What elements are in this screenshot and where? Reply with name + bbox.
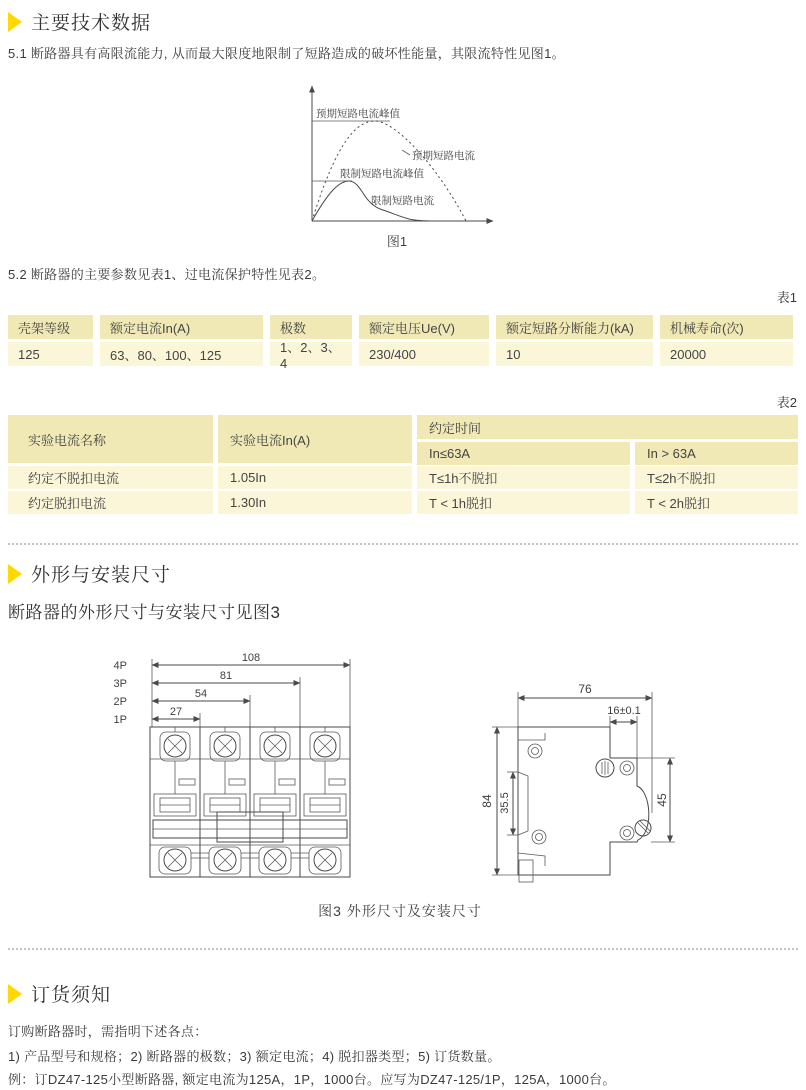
dim-label-54: 54 bbox=[194, 688, 208, 700]
table2-cell: T < 1h脱扣 bbox=[417, 491, 630, 514]
order-note-line2: 1) 产品型号和规格；2) 断路器的极数；3) 额定电流；4) 脱扣器类型；5) 订货数量。 bbox=[8, 1049, 501, 1064]
table1-header: 额定电流In(A) bbox=[100, 315, 263, 339]
pole-label: 2P bbox=[113, 696, 127, 708]
section-marker-icon bbox=[8, 12, 22, 32]
table1-cell: 125 bbox=[8, 342, 93, 366]
table2-cell: 约定不脱扣电流 bbox=[8, 466, 213, 489]
label-prospective: 预期短路电流 bbox=[412, 150, 475, 162]
figure3-dimension-drawing bbox=[95, 648, 715, 900]
side-view-dimensions bbox=[480, 682, 675, 875]
para-5-1: 5.1 断路器具有高限流能力, 从而最大限度地限制了短路造成的破坏性能量，其限流特性见图1。 bbox=[8, 46, 565, 61]
order-note-line1: 订购断路器时，需指明下述各点： bbox=[8, 1024, 208, 1039]
pole-label: 3P bbox=[113, 678, 127, 690]
dim-label-84: 84 bbox=[480, 794, 494, 808]
section-title: 主要技术数据 bbox=[31, 13, 152, 34]
front-view-body bbox=[150, 727, 350, 877]
figure1-caption: 图1 bbox=[386, 234, 408, 249]
dotted-divider bbox=[8, 948, 798, 950]
table2-cell: T≤1h不脱扣 bbox=[417, 466, 630, 489]
figure1-current-limiting-chart bbox=[285, 80, 510, 252]
label-limited: 限制短路电流 bbox=[371, 195, 434, 207]
table2-header: 实验电流In(A) bbox=[218, 415, 412, 463]
dim-label-81: 81 bbox=[219, 670, 233, 682]
table1-tag: 表1 bbox=[776, 290, 797, 305]
table1-cell: 1、2、3、4 bbox=[270, 342, 352, 366]
section-title: 订货须知 bbox=[31, 985, 112, 1006]
section-marker-icon bbox=[8, 564, 22, 584]
table2-cell: T < 2h脱扣 bbox=[635, 491, 798, 514]
dim-label-16: 16±0.1 bbox=[607, 705, 641, 717]
dim-label-35-5: 35.5 bbox=[499, 792, 511, 814]
figure3-caption: 图3 外形尺寸及安装尺寸 bbox=[318, 903, 482, 919]
table1-cell: 20000 bbox=[660, 342, 793, 366]
table1-header: 额定短路分断能力(kA) bbox=[496, 315, 653, 339]
section-title: 外形与安装尺寸 bbox=[31, 565, 172, 586]
vent-slots bbox=[179, 779, 345, 785]
table1-main-parameters bbox=[8, 315, 793, 371]
table1-header: 机械寿命(次) bbox=[660, 315, 793, 339]
para-5-2: 5.2 断路器的主要参数见表1、过电流保护特性见表2。 bbox=[8, 267, 326, 282]
table2-header-group: 约定时间 bbox=[417, 415, 798, 439]
label-prospective-peak: 预期短路电流峰值 bbox=[316, 108, 400, 120]
table2-header: 实验电流名称 bbox=[8, 415, 213, 463]
table1-header: 极数 bbox=[270, 315, 352, 339]
dim-label-45: 45 bbox=[655, 793, 669, 807]
front-view-dimensions bbox=[114, 652, 350, 727]
section-heading-tech-data bbox=[8, 8, 151, 35]
dim-label-76: 76 bbox=[578, 682, 592, 696]
table2-cell: 1.30In bbox=[218, 491, 412, 514]
table1-header: 额定电压Ue(V) bbox=[359, 315, 489, 339]
order-note-line3: 例：订DZ47-125小型断路器, 额定电流为125A，1P，1000台。应写为DZ47-125/1P，125A，1000台。 bbox=[8, 1072, 616, 1087]
table2-subheader: In≤63A bbox=[417, 442, 630, 465]
pole-label: 1P bbox=[113, 714, 127, 726]
side-view-body bbox=[518, 727, 651, 882]
section-heading-ordering bbox=[8, 980, 111, 1007]
dimensions-subtitle: 断路器的外形尺寸与安装尺寸见图3 bbox=[8, 603, 281, 622]
table2-cell: 1.05In bbox=[218, 466, 412, 489]
section-marker-icon bbox=[8, 984, 22, 1004]
section-heading-dimensions bbox=[8, 560, 171, 587]
table1-header: 壳架等级 bbox=[8, 315, 93, 339]
table1-cell: 63、80、100、125 bbox=[100, 342, 263, 366]
pole-label: 4P bbox=[113, 660, 127, 672]
label-limited-peak: 限制短路电流峰值 bbox=[340, 168, 424, 180]
label-leader-line bbox=[402, 150, 410, 155]
table2-tag: 表2 bbox=[776, 395, 797, 410]
table1-cell: 230/400 bbox=[359, 342, 489, 366]
dim-label-27: 27 bbox=[169, 706, 183, 718]
table2-cell: T≤2h不脱扣 bbox=[635, 466, 798, 489]
table1-cell: 10 bbox=[496, 342, 653, 366]
table2-subheader: In > 63A bbox=[635, 442, 798, 465]
dotted-divider bbox=[8, 543, 798, 545]
dim-label-108: 108 bbox=[241, 652, 261, 664]
table2-cell: 约定脱扣电流 bbox=[8, 491, 213, 514]
table2-overcurrent-protection bbox=[8, 415, 798, 513]
